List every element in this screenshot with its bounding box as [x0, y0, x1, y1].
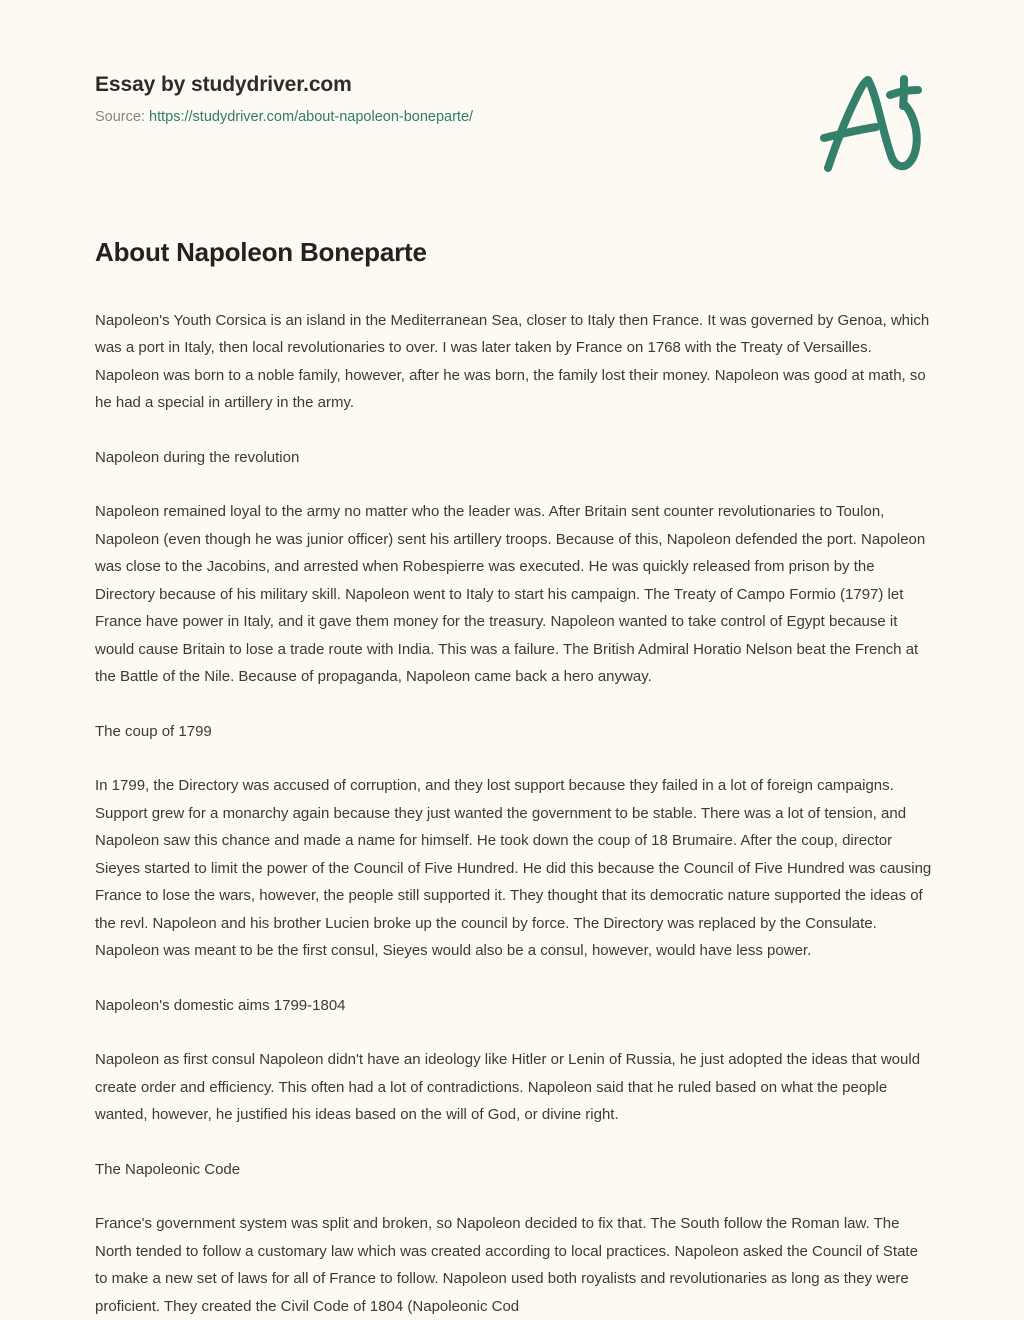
- section-heading: The Napoleonic Code: [95, 1156, 933, 1184]
- block-spacer: [95, 1019, 933, 1046]
- section-heading: Napoleon during the revolution: [95, 444, 933, 472]
- article-body: [95, 236, 933, 1320]
- page-header: [0, 0, 1024, 200]
- body-paragraph: Napoleon as first consul Napoleon didn't have an ideology like Hitler or Lenin of Russia, he just adopted the ideas that would create order and efficiency. This often had a lot of contradictions. Napoleon said that he ruled based on what the people wanted, however, he justified his ideas based on the will of God, or divine right.: [95, 1046, 933, 1129]
- section-heading: Napoleon's domestic aims 1799-1804: [95, 992, 933, 1020]
- block-spacer: [95, 471, 933, 498]
- block-spacer: [95, 1183, 933, 1210]
- section-heading: The coup of 1799: [95, 718, 933, 746]
- body-paragraph: In 1799, the Directory was accused of corruption, and they lost support because they failed in a lot of foreign campaigns. Support grew for a monarchy again because they just wanted the government to be stable. There was a lot of tension, and Napoleon saw this chance and made a name for himself. He took down the coup of 18 Brumaire. After the coup, director Sieyes started to limit the power of the Council of Five Hundred. He did this because the Council of Five Hundred was causing France to lose the wars, however, the people still supported it. They thought that its democratic nature supported the ideas of the revl. Napoleon and his brother Lucien broke up the council by force. The Directory was replaced by the Consulate. Napoleon was meant to be the first consul, Sieyes would also be a consul, however, would have less power.: [95, 772, 933, 965]
- block-spacer: [95, 965, 933, 992]
- a-plus-logo: [812, 72, 928, 176]
- source-url-link[interactable]: https://studydriver.com/about-napoleon-boneparte/: [149, 109, 473, 125]
- brand-title: Essay by studydriver.com: [95, 72, 735, 97]
- block-spacer: [95, 1129, 933, 1156]
- a-plus-logo-icon: [812, 72, 928, 176]
- title-spacer: [95, 269, 933, 307]
- body-paragraph: Napoleon's Youth Corsica is an island in the Mediterranean Sea, closer to Italy then France. It was governed by Genoa, which was a port in Italy, then local revolutionaries to over. I was later taken by France on 1768 with the Treaty of Versailles. Napoleon was born to a noble family, however, after he was born, the family lost their money. Napoleon was good at math, so he had a special in artillery in the army.: [95, 307, 933, 417]
- body-paragraph: France's government system was split and broken, so Napoleon decided to fix that. The South follow the Roman law. The North tended to follow a customary law which was created according to local practices. Napoleon asked the Council of State to make a new set of laws for all of France to follow. Napoleon used both royalists and revolutionaries as long as they were proficient. They created the Civil Code of 1804 (Napoleonic Cod: [95, 1210, 933, 1320]
- block-spacer: [95, 417, 933, 444]
- article-blocks: [95, 307, 933, 1320]
- block-spacer: [95, 745, 933, 772]
- brand-block: [95, 72, 735, 127]
- source-line: [95, 108, 735, 127]
- body-paragraph: Napoleon remained loyal to the army no matter who the leader was. After Britain sent counter revolutionaries to Toulon, Napoleon (even though he was junior officer) sent his artillery troops. Because of this, Napoleon defended the port. Napoleon was close to the Jacobins, and arrested when Robespierre was executed. He was quickly released from prison by the Directory because of his military skill. Napoleon went to Italy to start his campaign. The Treaty of Campo Formio (1797) let France have power in Italy, and it gave them money for the treasury. Napoleon wanted to take control of Egypt because it would cause Britain to lose a trade route with India. This was a failure. The British Admiral Horatio Nelson beat the French at the Battle of the Nile. Because of propaganda, Napoleon came back a hero anyway.: [95, 498, 933, 691]
- page-title: About Napoleon Boneparte: [95, 236, 933, 269]
- block-spacer: [95, 691, 933, 718]
- source-label: Source:: [95, 109, 145, 125]
